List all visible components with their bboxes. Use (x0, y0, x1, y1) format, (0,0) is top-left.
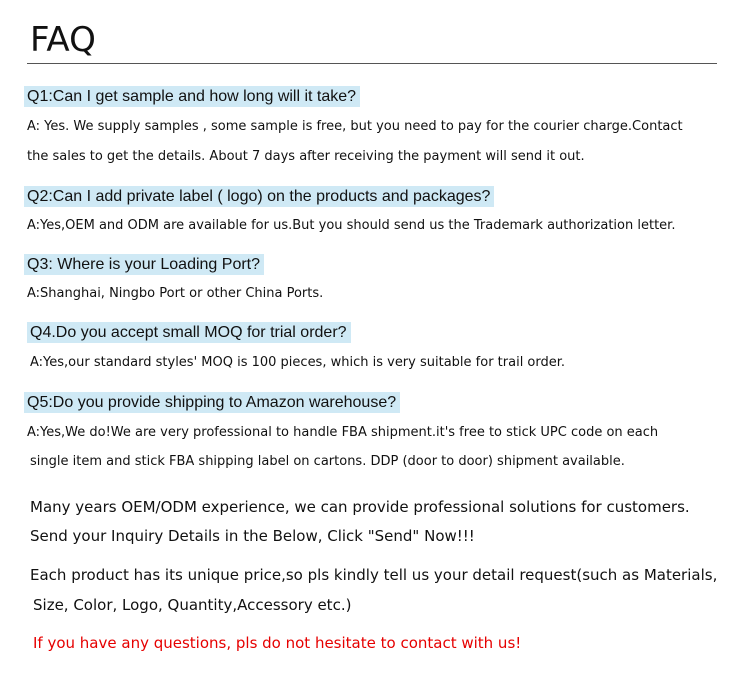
faq-question-4: Q4.Do you accept small MOQ for trial order? (27, 322, 351, 343)
experience-line-1: Many years OEM/ODM experience, we can provide professional solutions for customers. (30, 498, 690, 516)
faq-answer-4-line-1: A:Yes,our standard styles' MOQ is 100 pieces, which is very suitable for trail order. (30, 355, 566, 370)
faq-question-3: Q3: Where is your Loading Port? (24, 254, 264, 275)
faq-question-1: Q1:Can I get sample and how long will it take? (24, 86, 360, 107)
faq-answer-1-line-1: A: Yes. We supply samples , some sample is free, but you need to pay for the courier charge.Contact (27, 119, 683, 134)
faq-question-5: Q5:Do you provide shipping to Amazon warehouse? (24, 392, 400, 413)
faq-answer-3-line-1: A:Shanghai, Ningbo Port or other China Ports. (27, 286, 324, 301)
pricing-line-1: Each product has its unique price,so pls kindly tell us your detail request(such as Materials, (30, 566, 718, 584)
faq-answer-2-line-1: A:Yes,OEM and ODM are available for us.But you should send us the Trademark authorization letter. (27, 218, 676, 233)
faq-question-2: Q2:Can I add private label ( logo) on the products and packages? (24, 186, 494, 207)
faq-answer-5-line-2: single item and stick FBA shipping label on cartons. DDP (door to door) shipment available. (30, 454, 625, 469)
experience-line-2: Send your Inquiry Details in the Below, Click "Send" Now!!! (30, 527, 475, 545)
title-divider (27, 63, 717, 64)
contact-notice: If you have any questions, pls do not hesitate to contact with us! (33, 634, 522, 652)
faq-answer-1-line-2: the sales to get the details. About 7 days after receiving the payment will send it out. (27, 149, 585, 164)
faq-answer-5-line-1: A:Yes,We do!We are very professional to handle FBA shipment.it's free to stick UPC code on each (27, 425, 659, 440)
pricing-line-2: Size, Color, Logo, Quantity,Accessory etc.) (33, 596, 352, 614)
page-title: FAQ (30, 20, 96, 60)
